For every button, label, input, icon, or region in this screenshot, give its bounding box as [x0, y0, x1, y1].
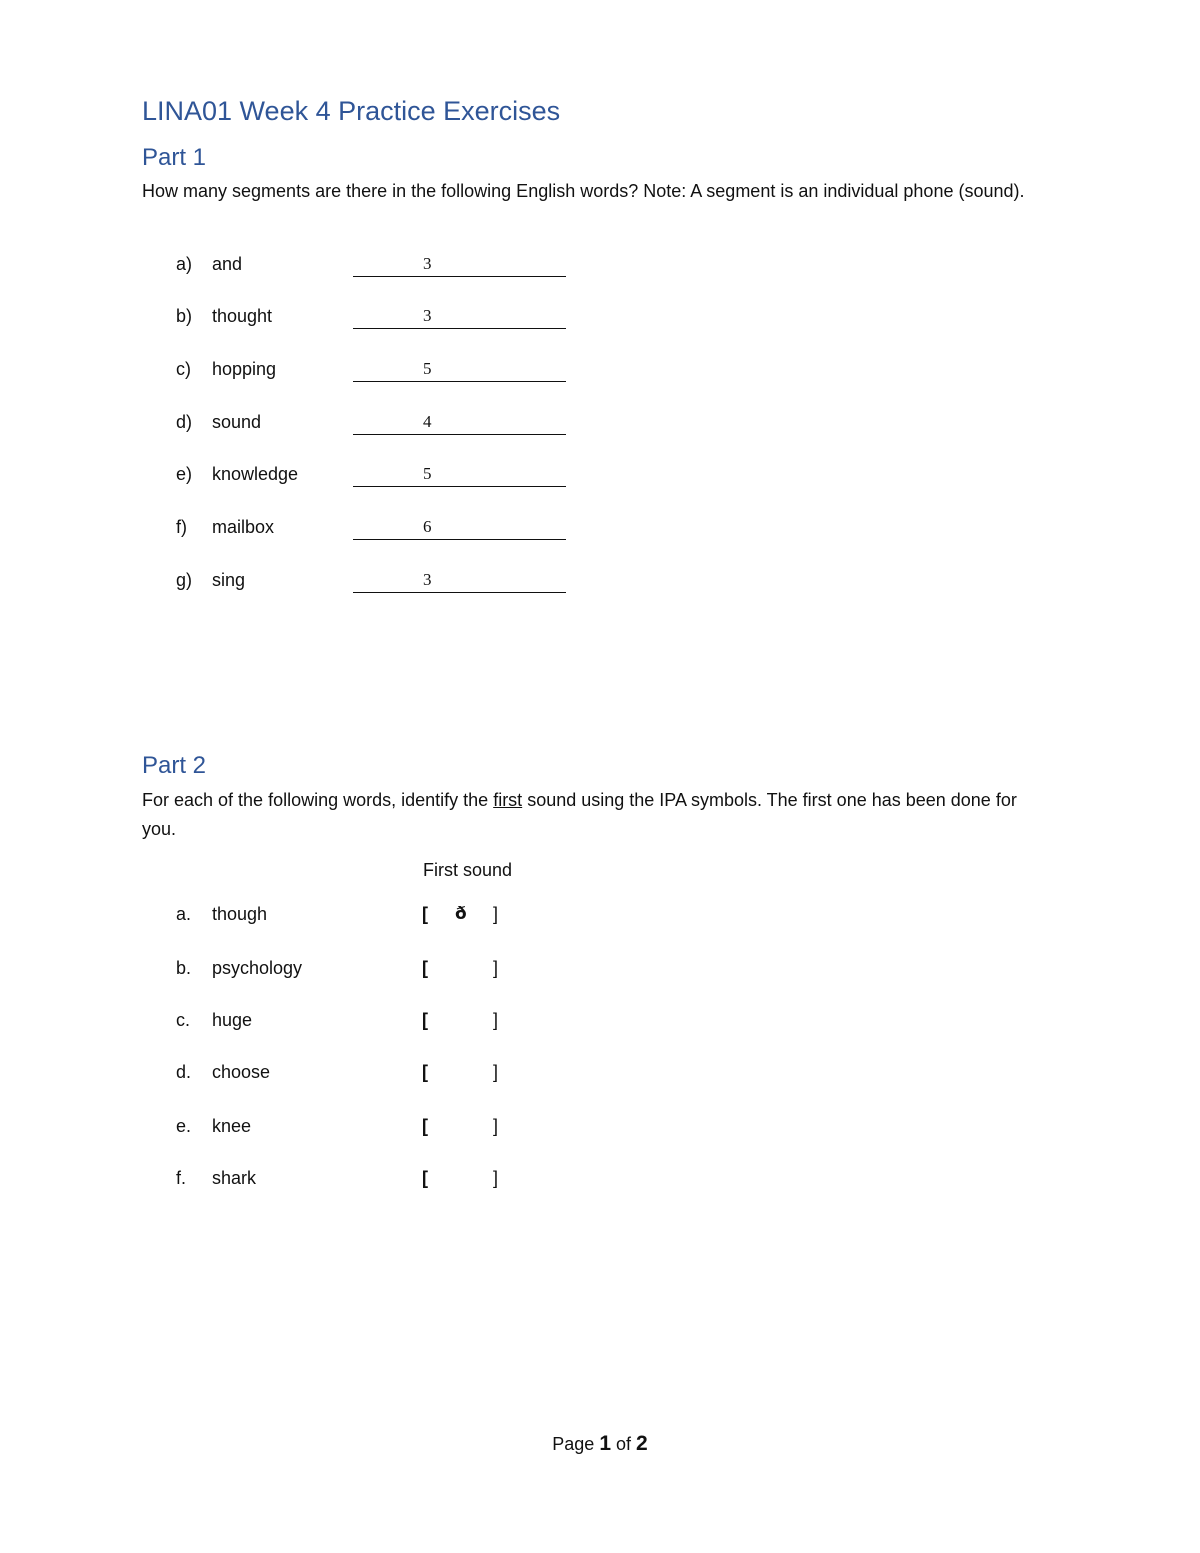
page-total: 2	[636, 1432, 648, 1455]
question-word: and	[212, 254, 243, 274]
answer-value: 3	[423, 254, 432, 273]
page-footer	[0, 1432, 1200, 1456]
question-letter: c.	[176, 1010, 191, 1030]
bracket-close: ]	[493, 1062, 499, 1082]
question-letter: e)	[176, 464, 193, 484]
bracket-open: [	[422, 904, 428, 924]
ipa-answer-field[interactable]: ð	[455, 904, 467, 924]
question-word: shark	[212, 1168, 257, 1188]
question-letter: b.	[176, 958, 192, 978]
question-letter: e.	[176, 1116, 192, 1136]
answer-blank[interactable]	[353, 464, 566, 487]
question-word: mailbox	[212, 517, 275, 537]
part1-question-row	[0, 570, 1200, 600]
page-current: 1	[599, 1432, 611, 1455]
bracket-close: ]	[493, 1116, 499, 1136]
bracket-open: [	[422, 1116, 428, 1136]
question-letter: f)	[176, 517, 187, 537]
part1-question-row	[0, 306, 1200, 336]
part1-heading: Part 1	[142, 144, 207, 171]
question-letter: d.	[176, 1062, 192, 1082]
answer-blank[interactable]	[353, 359, 566, 382]
bracket-close: ]	[493, 1168, 499, 1188]
question-letter: a.	[176, 904, 192, 924]
question-word: sing	[212, 570, 246, 590]
bracket-open: [	[422, 1062, 428, 1082]
question-word: psychology	[212, 958, 303, 978]
instructions-text: sound using the IPA symbols. The first one has been done for you.	[142, 790, 1017, 839]
part2-question-row	[0, 1062, 1200, 1092]
question-letter: d)	[176, 412, 193, 432]
answer-value: 6	[423, 517, 432, 536]
part2-question-row	[0, 904, 1200, 934]
question-letter: g)	[176, 570, 193, 590]
question-word: sound	[212, 412, 262, 432]
bracket-close: ]	[493, 1010, 499, 1030]
part2-instructions	[142, 786, 1042, 844]
bracket-open: [	[422, 958, 428, 978]
answer-blank[interactable]	[353, 306, 566, 329]
question-word: huge	[212, 1010, 253, 1030]
part1-instructions: How many segments are there in the following English words? Note: A segment is an individual phone (sound).	[142, 181, 1025, 201]
part2-question-row	[0, 1168, 1200, 1198]
part2-question-row	[0, 1010, 1200, 1040]
question-word: hopping	[212, 359, 277, 379]
bracket-close: ]	[493, 904, 499, 924]
instructions-text: For each of the following words, identify the	[142, 790, 494, 810]
answer-value: 3	[423, 306, 432, 325]
document-title: LINA01 Week 4 Practice Exercises	[142, 96, 561, 126]
part2-question-row	[0, 958, 1200, 988]
part1-question-row	[0, 517, 1200, 547]
question-word: though	[212, 904, 268, 924]
answer-value: 3	[423, 570, 432, 589]
of-label: of	[616, 1434, 632, 1454]
bracket-close: ]	[493, 958, 499, 978]
question-letter: f.	[176, 1168, 187, 1188]
bracket-open: [	[422, 1168, 428, 1188]
answer-value: 4	[423, 412, 432, 431]
answer-blank[interactable]	[353, 412, 566, 435]
part1-question-row	[0, 254, 1200, 284]
bracket-open: [	[422, 1010, 428, 1030]
part1-question-row	[0, 359, 1200, 389]
question-word: thought	[212, 306, 273, 326]
part1-question-row	[0, 412, 1200, 442]
answer-blank[interactable]	[353, 570, 566, 593]
answer-value: 5	[423, 359, 432, 378]
page-label: Page	[552, 1434, 595, 1454]
answer-blank[interactable]	[353, 517, 566, 540]
question-letter: a)	[176, 254, 193, 274]
part1-question-row	[0, 464, 1200, 494]
part2-question-row	[0, 1116, 1200, 1146]
question-word: knowledge	[212, 464, 299, 484]
answer-value: 5	[423, 464, 432, 483]
answer-blank[interactable]	[353, 254, 566, 277]
question-letter: c)	[176, 359, 191, 379]
instructions-emphasis: first	[493, 790, 523, 810]
first-sound-column-header: First sound	[423, 860, 513, 880]
question-word: knee	[212, 1116, 252, 1136]
question-word: choose	[212, 1062, 271, 1082]
question-letter: b)	[176, 306, 193, 326]
part2-heading: Part 2	[142, 752, 207, 779]
